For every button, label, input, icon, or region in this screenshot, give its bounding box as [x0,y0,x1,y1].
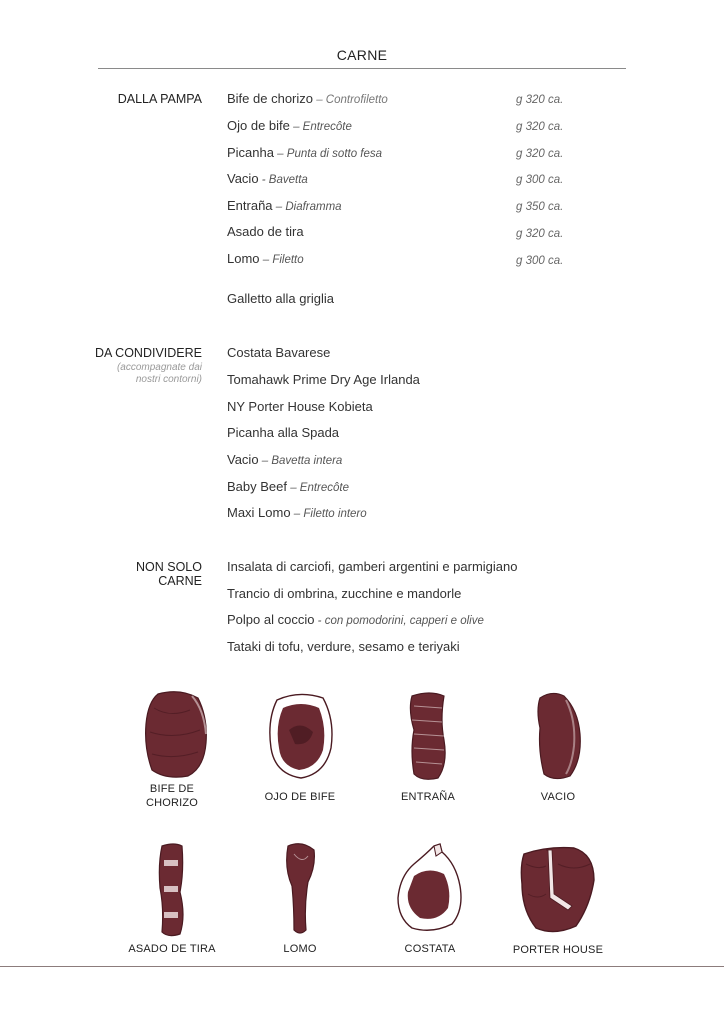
weight-label: g 320 ca. [516,148,564,160]
menu-item: Galletto alla griglia [227,291,334,306]
menu-item: NY Porter House Kobieta [227,399,373,414]
weight-label: g 320 ca. [516,121,564,133]
menu-item: Bife de chorizo – Controfiletto [227,91,388,106]
cut-label-bife-de-chorizo: BIFE DE CHORIZO [145,783,199,809]
menu-item: Picanha alla Spada [227,425,340,440]
footer-divider [0,966,724,967]
cut-label-entrana: ENTRAÑA [401,791,455,803]
menu-item: Ojo de bife – Entrecôte [227,118,352,133]
section-label-non-solo: NON SOLO [136,560,202,574]
costata-illustration [394,842,468,934]
cut-label-porter-house: PORTER HOUSE [512,944,604,956]
weight-label: g 350 ca. [516,201,564,213]
entrana-illustration [404,690,454,782]
weight-label: g 320 ca. [516,94,564,106]
page-title: CARNE [336,47,388,63]
asado-de-tira-illustration [152,842,192,938]
section-label-da-condividere: DA CONDIVIDERE [95,346,202,360]
section-label-carne: CARNE [158,574,202,588]
menu-item: Asado de tira [227,224,304,239]
weight-label: g 300 ca. [516,255,564,267]
section-label-dalla-pampa: DALLA PAMPA [117,92,202,106]
menu-item: Vacio – Bavetta intera [227,452,343,467]
menu-item: Vacio - Bavetta [227,171,308,186]
title-divider [98,68,626,69]
ojo-de-bife-illustration [265,690,335,780]
section-note: (accompagnate dai nostri contorni) [116,362,202,385]
porter-house-illustration [518,844,598,936]
menu-item: Tomahawk Prime Dry Age Irlanda [227,372,420,387]
menu-item: Entraña – Diaframma [227,198,342,213]
cut-label-vacio: VACIO [540,791,576,803]
cut-label-lomo: LOMO [283,943,317,955]
cut-label-asado-de-tira: ASADO DE TIRA [128,943,216,955]
menu-item: Costata Bavarese [227,345,331,360]
menu-item: Picanha – Punta di sotto fesa [227,145,383,160]
menu-item: Insalata di carciofi, gamberi argentini e parmigiano [227,559,518,574]
weight-label: g 300 ca. [516,174,564,186]
menu-item: Polpo al coccio - con pomodorini, capperi e olive [227,612,484,627]
bife-de-chorizo-illustration [140,688,210,780]
menu-item: Tataki di tofu, verdure, sesamo e teriyaki [227,639,460,654]
lomo-illustration [280,842,320,936]
menu-item: Maxi Lomo – Filetto intero [227,505,367,520]
cut-label-costata: COSTATA [404,943,456,955]
cut-label-ojo-de-bife: OJO DE BIFE [264,791,336,803]
weight-label: g 320 ca. [516,228,564,240]
menu-item: Lomo – Filetto [227,251,304,266]
menu-item: Baby Beef – Entrecôte [227,479,350,494]
vacio-illustration [530,690,586,782]
menu-item: Trancio di ombrina, zucchine e mandorle [227,586,462,601]
